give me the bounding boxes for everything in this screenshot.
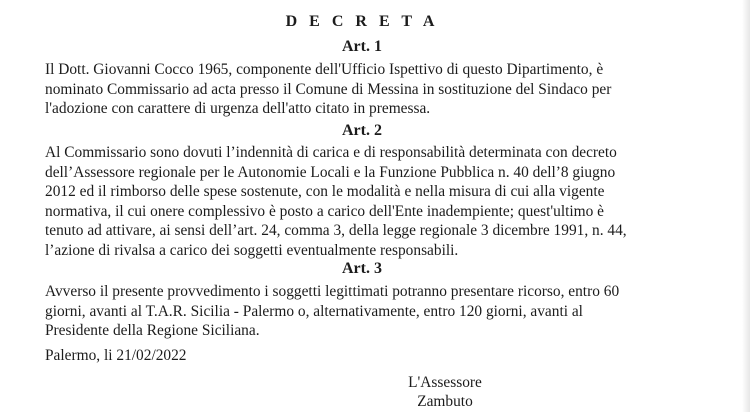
article-2-line: Al Commissario sono dovuti l’indennità di carica e di responsabilità determinata con decreto: [45, 144, 617, 161]
place-and-date: Palermo, li 21/02/2022: [45, 347, 187, 364]
article-1-line: Il Dott. Giovanni Cocco 1965, componente dell'Ufficio Ispettivo di questo Dipartimento, è: [45, 61, 604, 78]
signature-role: L'Assessore: [408, 374, 482, 391]
article-2-line: l’azione di rivalsa a carico dei soggetti eventualmente responsabili.: [45, 241, 459, 259]
article-3-heading: Art. 3: [342, 260, 382, 277]
article-1-text: [45, 60, 651, 119]
article-3-line: Presidente della Regione Siciliana.: [45, 322, 260, 340]
article-3-line: giorni, avanti al T.A.R. Sicilia - Palermo o, alternativamente, entro 120 giorni, avanti al: [45, 302, 583, 320]
article-1-line: l'adozione con carattere di urgenza dell'atto citato in premessa.: [45, 100, 431, 118]
signature-name: Zambuto: [417, 393, 473, 410]
article-2-text: [45, 143, 651, 261]
article-2-line: normativa, il cui onere complessivo è posto a carico dell'Ente inadempiente; quest'ultimo è: [45, 202, 605, 220]
article-2-heading: Art. 2: [342, 122, 382, 139]
article-2-line: dell’Assessore regionale per le Autonomie Locali e la Funzione Pubblica n. 40 dell’8 giugno: [45, 163, 616, 181]
article-2-line: 2012 ed il rimborso delle spese sostenute, con le modalità e nella misura di cui alla vigente: [45, 183, 605, 201]
document-title: D E C R E T A: [285, 13, 439, 30]
article-1-line: nominato Commissario ad acta presso il Comune di Messina in sostituzione del Sindaco per: [45, 80, 612, 98]
page-edge-shadow: [742, 0, 750, 412]
article-3-text: [45, 282, 651, 341]
article-3-line: Avverso il presente provvedimento i soggetti legittimati potranno presentare ricorso, entro 60: [45, 283, 620, 300]
article-2-line: tenuto ad attivare, ai sensi dell’art. 24, comma 3, della legge regionale 3 dicembre 1991, n. 44,: [45, 222, 627, 240]
article-1-heading: Art. 1: [342, 38, 382, 55]
